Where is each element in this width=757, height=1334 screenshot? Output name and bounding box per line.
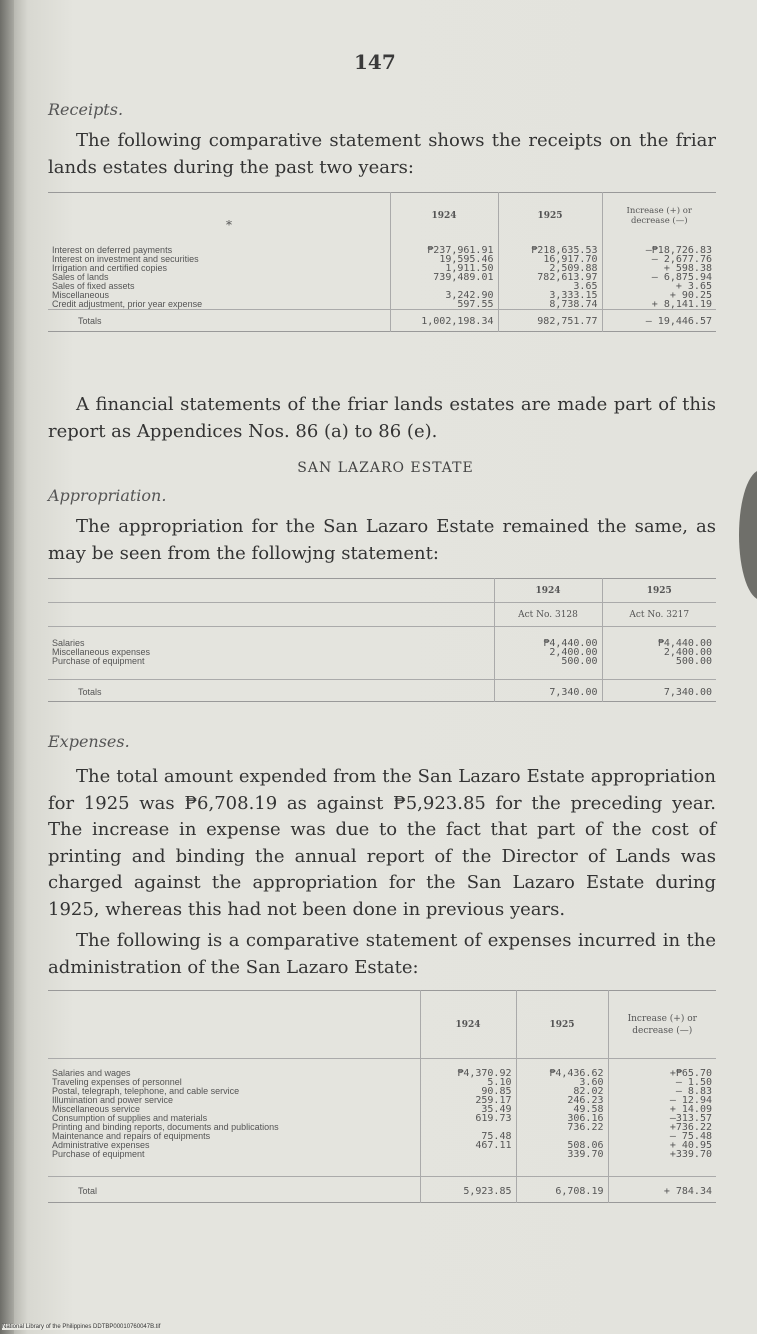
row-value-y1924 — [420, 1150, 516, 1159]
row-value-y1925: 3.60 — [516, 1078, 608, 1087]
table-row — [48, 291, 716, 300]
row-value-change: +339.70 — [608, 1150, 716, 1159]
row-label: Sales of lands — [52, 272, 109, 282]
row-value-y1925: 339.70 — [516, 1150, 608, 1159]
row-label: Administrative expenses — [52, 1140, 150, 1150]
expenses-explanation: The total amount expended from the San Lazaro Estate appropriation for 1925 was ₱6,708.19 as against ₱5,923.85 for the preceding year. The increase in expense was due to the fact that part of the cost of printing and binding the annual report of the Director of Lands was charged against the appropriation for the San Lazaro Estate during 1925, whereas this had not been done in previous years. — [48, 766, 716, 920]
row-value-y1925: 500.00 — [602, 657, 716, 666]
row-label: Sales of fixed assets — [52, 281, 135, 291]
expenses-table — [48, 990, 716, 1203]
receipts-total-1924: 1,002,198.34 — [390, 309, 498, 331]
table-row — [48, 639, 716, 648]
row-value-y1924: ₱4,440.00 — [494, 639, 602, 648]
table-row — [48, 657, 716, 666]
row-value-y1924: 35.49 — [420, 1105, 516, 1114]
row-value-change: — 8.83 — [608, 1087, 716, 1096]
row-label: Traveling expenses of personnel — [52, 1077, 182, 1087]
row-value-y1924: 90.85 — [420, 1087, 516, 1096]
row-value-y1925: ₱4,436.62 — [516, 1069, 608, 1078]
appropriation-intro: The appropriation for the San Lazaro Estate remained the same, as may be seen from the followjng statement: — [48, 516, 716, 564]
scan-credit: National Library of the Philippines DDTBP00010760047B.tif — [2, 1324, 161, 1330]
table-row — [48, 246, 716, 255]
book-spine-shadow — [0, 0, 14, 1334]
table-row — [48, 1069, 716, 1078]
row-value-y1924: 739,489.01 — [390, 273, 498, 282]
row-label: Consumption of supplies and materials — [52, 1113, 208, 1123]
row-value-change: + 90.25 — [602, 291, 716, 300]
page-number: 147 — [354, 50, 396, 74]
row-value-y1925: 2,400.00 — [602, 648, 716, 657]
row-value-y1924: 597.55 — [390, 300, 498, 310]
table-row — [48, 300, 716, 310]
row-label: Illumination and power service — [52, 1095, 174, 1105]
receipts-total-label: Totals — [48, 309, 390, 331]
receipts-table — [48, 192, 716, 332]
row-label: Purchase of equipment — [52, 656, 145, 666]
row-label: Postal, telegraph, telephone, and cable service — [52, 1086, 240, 1096]
expenses-heading: Expenses. — [48, 732, 130, 751]
row-value-y1924: 259.17 — [420, 1096, 516, 1105]
table-row — [48, 1096, 716, 1105]
row-value-change: — 75.48 — [608, 1132, 716, 1141]
appropriation-total-1924: 7,340.00 — [494, 680, 602, 702]
page-edge-shadow — [739, 470, 757, 600]
row-label: Interest on deferred payments — [52, 245, 173, 255]
receipts-intro: The following comparative statement shows the receipts on the friar lands estates during the past two years: — [48, 130, 716, 178]
receipts-total-1925: 982,751.77 — [498, 309, 602, 331]
table-row — [48, 1132, 716, 1141]
row-value-change: — 6,875.94 — [602, 273, 716, 282]
row-value-y1924: 19,595.46 — [390, 255, 498, 264]
appropriation-col-1925: 1925 — [602, 579, 716, 603]
row-value-y1925: 49.58 — [516, 1105, 608, 1114]
row-value-y1924: ₱237,961.91 — [390, 246, 498, 255]
table-row — [48, 1150, 716, 1159]
appropriation-total-1925: 7,340.00 — [602, 680, 716, 702]
row-value-y1925: 3.65 — [498, 282, 602, 291]
row-label: Credit adjustment, prior year expense — [52, 299, 203, 309]
appropriation-act-1924: Act No. 3128 — [494, 603, 602, 627]
expenses-total-1924: 5,923.85 — [420, 1177, 516, 1203]
table-row — [48, 1105, 716, 1114]
row-value-change: — 12.94 — [608, 1096, 716, 1105]
row-value-y1925: ₱218,635.53 — [498, 246, 602, 255]
row-value-y1925: 736.22 — [516, 1123, 608, 1132]
row-value-y1925: ₱4,440.00 — [602, 639, 716, 648]
row-value-change: —₱18,726.83 — [602, 246, 716, 255]
row-value-change: — 1.50 — [608, 1078, 716, 1087]
table-row — [48, 264, 716, 273]
row-value-y1925: 3,333.15 — [498, 291, 602, 300]
row-value-y1924: 2,400.00 — [494, 648, 602, 657]
table-row — [48, 1123, 716, 1132]
table-row — [48, 1087, 716, 1096]
row-label: Maintenance and repairs of equipments — [52, 1131, 211, 1141]
row-value-y1924: 1,911.50 — [390, 264, 498, 273]
row-label: Salaries — [52, 638, 85, 648]
row-value-change: — 2,677.76 — [602, 255, 716, 264]
receipts-col-change: Increase (+) or decrease (—) — [602, 193, 716, 239]
appropriation-heading: Appropriation. — [48, 486, 167, 505]
expenses-col-1924: 1924 — [420, 991, 516, 1059]
table-corner-mark: * — [226, 218, 232, 232]
appropriation-act-1925: Act No. 3217 — [602, 603, 716, 627]
expenses-total-label: Total — [48, 1177, 420, 1203]
row-label: Miscellaneous expenses — [52, 647, 151, 657]
row-value-y1924: 619.73 — [420, 1114, 516, 1123]
row-value-change: —313.57 — [608, 1114, 716, 1123]
appropriation-total-label: Totals — [48, 680, 494, 702]
financial-statements-note: A financial statements of the friar lands estates are made part of this report as Appendices Nos. 86 (a) to 86 (e). — [48, 394, 716, 442]
row-value-change: + 14.09 — [608, 1105, 716, 1114]
table-row — [48, 648, 716, 657]
row-value-change: + 8,141.19 — [602, 300, 716, 310]
row-value-y1925: 82.02 — [516, 1087, 608, 1096]
row-value-y1925: 508.06 — [516, 1141, 608, 1150]
estate-title: SAN LAZARO ESTATE — [297, 460, 474, 476]
receipts-heading: Receipts. — [48, 100, 124, 119]
row-label: Interest on investment and securities — [52, 254, 199, 264]
expenses-intro: The following is a comparative statement of expenses incurred in the administration of the San Lazaro Estate: — [48, 930, 716, 978]
receipts-col-1925: 1925 — [498, 193, 602, 239]
document-page — [14, 0, 757, 1334]
row-value-y1924: 75.48 — [420, 1132, 516, 1141]
row-value-y1925: 2,509.88 — [498, 264, 602, 273]
row-value-y1925: 306.16 — [516, 1114, 608, 1123]
row-value-y1924: 467.11 — [420, 1141, 516, 1150]
table-row — [48, 1078, 716, 1087]
row-label: Purchase of equipment — [52, 1149, 145, 1159]
row-value-change: +736.22 — [608, 1123, 716, 1132]
row-label: Printing and binding reports, documents and publications — [52, 1122, 279, 1132]
expenses-col-1925: 1925 — [516, 991, 608, 1059]
receipts-total-change: — 19,446.57 — [602, 309, 716, 331]
row-label: Salaries and wages — [52, 1068, 131, 1078]
appropriation-table — [48, 578, 716, 702]
row-value-change: + 598.38 — [602, 264, 716, 273]
row-label: Irrigation and certified copies — [52, 263, 168, 273]
row-label: Miscellaneous service — [52, 1104, 141, 1114]
appropriation-col-1924: 1924 — [494, 579, 602, 603]
row-value-y1925: 246.23 — [516, 1096, 608, 1105]
row-value-y1924: ₱4,370.92 — [420, 1069, 516, 1078]
receipts-col-1924: 1924 — [390, 193, 498, 239]
row-value-y1924: 5.10 — [420, 1078, 516, 1087]
table-row — [48, 1114, 716, 1123]
row-value-change: +₱65.70 — [608, 1069, 716, 1078]
row-value-y1924: 500.00 — [494, 657, 602, 666]
row-label: Miscellaneous — [52, 290, 110, 300]
table-row — [48, 1141, 716, 1150]
row-value-change: + 3.65 — [602, 282, 716, 291]
row-value-y1924: 3,242.90 — [390, 291, 498, 300]
expenses-total-change: + 784.34 — [608, 1177, 716, 1203]
row-value-y1925: 782,613.97 — [498, 273, 602, 282]
row-value-change: + 40.95 — [608, 1141, 716, 1150]
table-row — [48, 255, 716, 264]
expenses-col-change: Increase (+) or decrease (—) — [608, 991, 716, 1059]
table-row — [48, 282, 716, 291]
table-row — [48, 273, 716, 282]
row-value-y1925: 8,738.74 — [498, 300, 602, 310]
expenses-total-1925: 6,708.19 — [516, 1177, 608, 1203]
row-value-y1925: 16,917.70 — [498, 255, 602, 264]
